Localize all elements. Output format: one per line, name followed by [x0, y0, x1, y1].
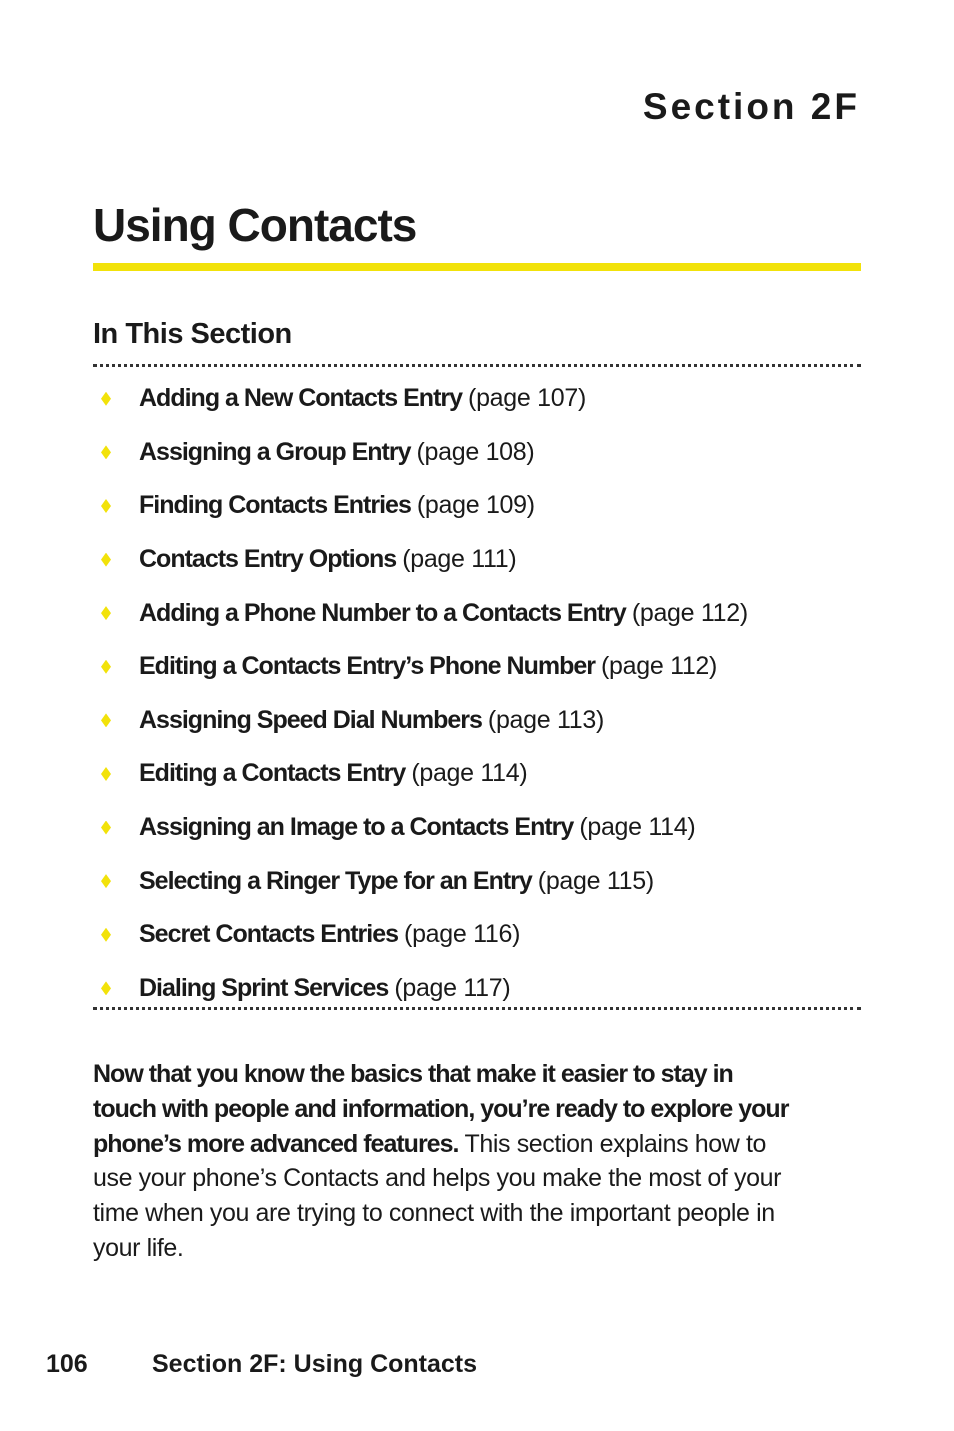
diamond-bullet-icon: [101, 606, 111, 620]
diamond-bullet-icon: [101, 874, 111, 888]
toc-item-page: (page 109): [416, 491, 535, 520]
toc-item-title[interactable]: Dialing Sprint Services: [139, 973, 389, 1002]
toc-bottom-divider: [93, 1007, 861, 1010]
toc-item-title[interactable]: Assigning Speed Dial Numbers: [139, 705, 482, 734]
toc-item[interactable]: [93, 426, 861, 480]
toc-item-page: (page 108): [416, 437, 535, 466]
toc-item[interactable]: [93, 908, 861, 962]
toc-item[interactable]: [93, 694, 861, 748]
toc-item-page: (page 115): [537, 866, 654, 895]
diamond-bullet-icon: [101, 928, 111, 942]
toc-item-title[interactable]: Secret Contacts Entries: [139, 920, 399, 949]
toc-item-title[interactable]: Selecting a Ringer Type for an Entry: [139, 866, 532, 895]
toc-item-page: (page 112): [600, 652, 718, 681]
toc-item[interactable]: [93, 640, 861, 694]
toc-item-page: (page 114): [411, 759, 528, 788]
toc-item-title[interactable]: Assigning an Image to a Contacts Entry: [139, 813, 574, 842]
toc-item[interactable]: [93, 854, 861, 908]
toc-item[interactable]: [93, 801, 861, 855]
toc-item-page: (page 107): [468, 384, 586, 413]
toc-item-title[interactable]: Finding Contacts Entries: [139, 491, 411, 520]
diamond-bullet-icon: [101, 981, 111, 995]
page-footer: [46, 1350, 477, 1379]
toc-item-title[interactable]: Adding a Phone Number to a Contacts Entry: [139, 598, 626, 627]
toc-top-divider: [93, 364, 861, 367]
toc-item-page: (page 111): [402, 545, 517, 574]
diamond-bullet-icon: [101, 553, 111, 567]
toc-item-page: (page 117): [394, 973, 511, 1002]
toc-list: [93, 372, 861, 1015]
intro-bold-text: Now that you know the basics that make it easier to stay in touch with people and information, you’re ready to explore your phone’s more advanced features.: [93, 1060, 789, 1158]
intro-paragraph: [93, 1057, 793, 1266]
toc-item-title[interactable]: Editing a Contacts Entry: [139, 759, 406, 788]
diamond-bullet-icon: [101, 392, 111, 406]
toc-item-page: (page 114): [579, 813, 696, 842]
title-underline: [93, 263, 861, 271]
toc-item[interactable]: [93, 747, 861, 801]
diamond-bullet-icon: [101, 445, 111, 459]
diamond-bullet-icon: [101, 660, 111, 674]
toc-item-page: (page 116): [404, 920, 521, 949]
running-title: Section 2F: Using Contacts: [152, 1350, 478, 1378]
diamond-bullet-icon: [101, 821, 111, 835]
toc-item-page: (page 112): [631, 598, 748, 627]
diamond-bullet-icon: [101, 767, 111, 781]
in-this-section-heading: In This Section: [93, 318, 292, 350]
toc-item-title[interactable]: Assigning a Group Entry: [139, 437, 411, 466]
toc-item-title[interactable]: Contacts Entry Options: [139, 545, 397, 574]
page-number: 106: [46, 1350, 88, 1378]
toc-item-title[interactable]: Editing a Contacts Entry’s Phone Number: [139, 652, 595, 681]
toc-item[interactable]: [93, 586, 861, 640]
toc-item[interactable]: [93, 533, 861, 587]
toc-item[interactable]: [93, 479, 861, 533]
toc-item[interactable]: [93, 372, 861, 426]
diamond-bullet-icon: [101, 499, 111, 513]
page-title: Using Contacts: [93, 199, 417, 251]
toc-item-page: (page 113): [487, 705, 604, 734]
diamond-bullet-icon: [101, 713, 111, 727]
section-label: Section 2F: [642, 86, 860, 127]
intro-body-text: This section explains how to use your phone’s Contacts and helps you make the most of your time when you are trying to connect with the important people in your life.: [93, 1129, 782, 1262]
toc-item-title[interactable]: Adding a New Contacts Entry: [139, 384, 463, 413]
